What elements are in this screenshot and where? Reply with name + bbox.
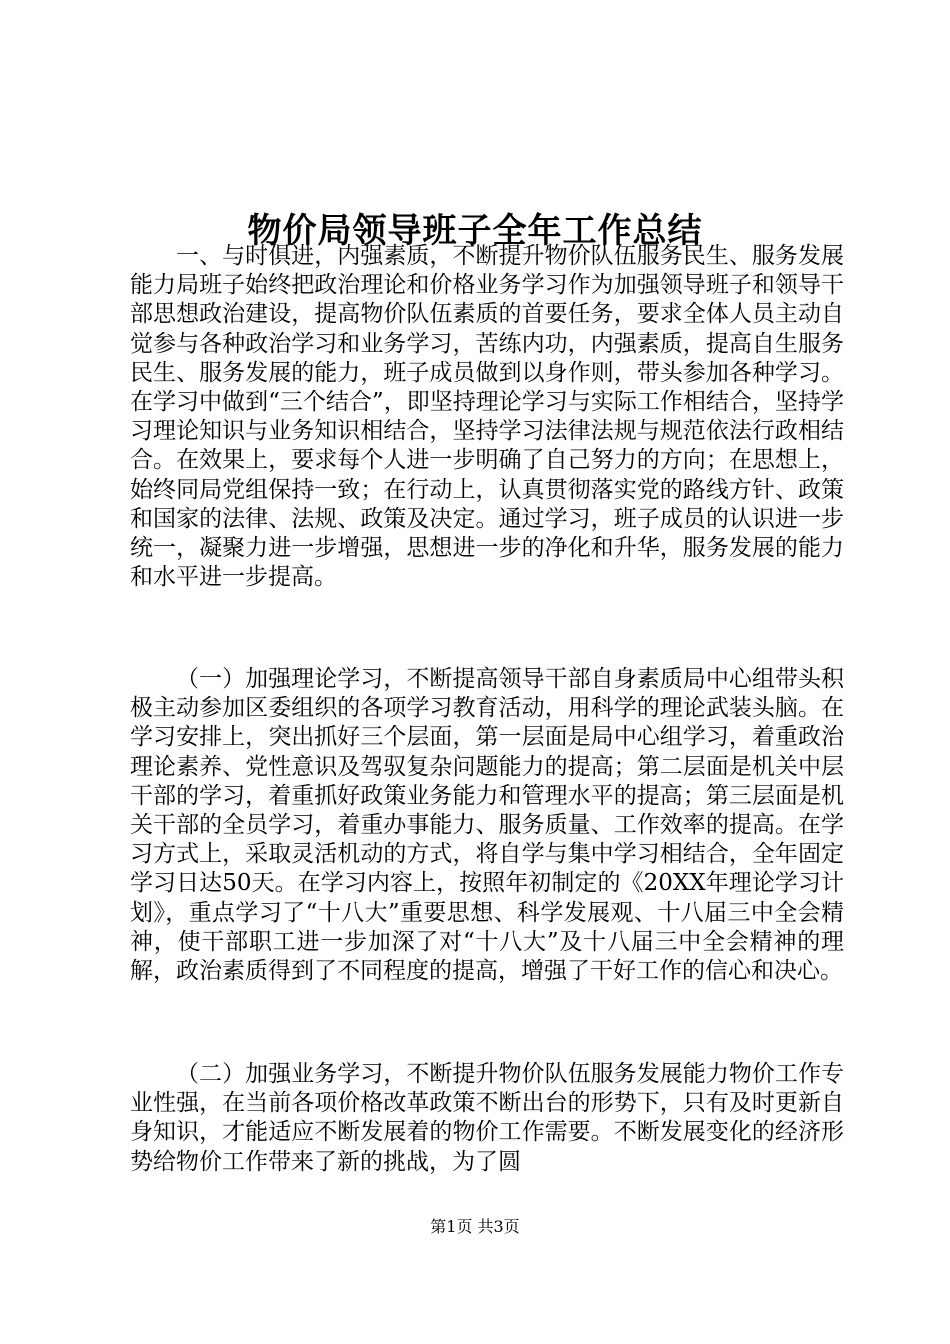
page-footer: 第1页 共3页 <box>430 1217 520 1236</box>
paragraph-theory-study: （一）加强理论学习，不断提高领导干部自身素质局中心组带头积极主动参加区委组织的各项学习教育活动，用科学的理论武装头脑。在学习安排上，突出抓好三个层面，第一层面是局中心组学习，着重政治理论素养、党性意识及驾驭复杂问题能力的提高；第二层面是机关中层干部的学习，着重抓好政策业务能力和管理水平的提高；第三层面是机关干部的全员学习，着重办事能力、服务质量、工作效率的提高。在学习方式上，采取灵活机动的方式，将自学与集中学习相结合，全年固定学习日达50天。在学习内容上，按照年初制定的《20XX年理论学习计划》，重点学习了“十八大”重要思想、科学发展观、十八届三中全会精神，使干部职工进一步加深了对“十八大”及十八届三中全会精神的理解，政治素质得到了不同程度的提高，增强了干好工作的信心和决心。 <box>130 666 844 985</box>
page-title: 物价局领导班子全年工作总结 <box>247 210 703 251</box>
paragraph-study-overview: 一、与时俱进，内强素质，不断提升物价队伍服务民生、服务发展能力局班子始终把政治理论和价格业务学习作为加强领导班子和领导干部思想政治建设，提高物价队伍素质的首要任务，要求全体人员主动自觉参与各种政治学习和业务学习，苦练内功，内强素质，提高自生服务民生、服务发展的能力，班子成员做到以身作则，带头参加各种学习。在学习中做到“三个结合”，即坚持理论学习与实际工作相结合，坚持学习理论知识与业务知识相结合，坚持学习法律法规与规范依法行政相结合。在效果上，要求每个人进一步明确了自己努力的方向；在思想上，始终同局党组保持一致；在行动上，认真贯彻落实党的路线方针、政策和国家的法律、法规、政策及决定。通过学习，班子成员的认识进一步统一，凝聚力进一步增强，思想进一步的净化和升华，服务发展的能力和水平进一步提高。 <box>130 243 844 591</box>
paragraph-business-study: （二）加强业务学习，不断提升物价队伍服务发展能力物价工作专业性强，在当前各项价格改革政策不断出台的形势下，只有及时更新自身知识，才能适应不断发展着的物价工作需要。不断发展变化的经济形势给物价工作带来了新的挑战，为了圆 <box>130 1061 844 1175</box>
